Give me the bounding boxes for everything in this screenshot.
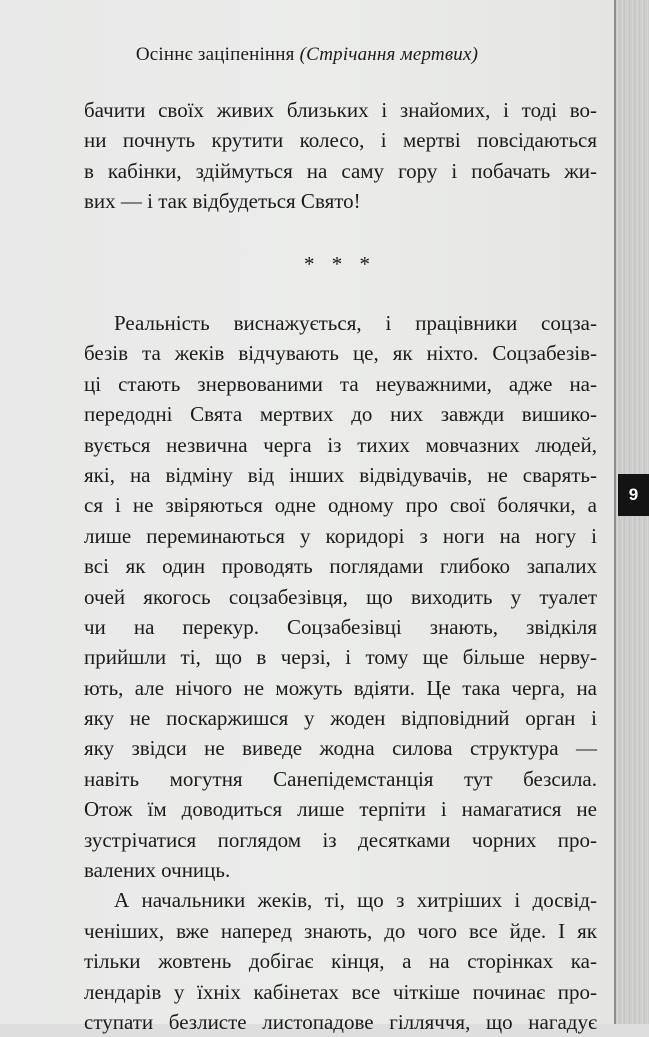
text-line: вих — і так відбудеться Свято! [84,189,361,214]
text-line: ни почнуть крутити колесо, і мертві повсідаються [84,128,597,153]
text-line: всі як один проводять поглядами глибоко запалих [84,554,597,579]
text-line: яку звідси не виведе жодна силова структура — [84,736,597,761]
text-line: валених очниць. [84,858,231,883]
running-head-subtitle: (Стрічання мертвих) [299,44,479,65]
section-separator: * * * [304,252,376,276]
text-line: лише переминаються у коридорі з ноги на ногу і [84,523,597,548]
text-line: очей якогось соцзабезівця, що виходить у туалет [84,584,597,609]
text-line: Реальність виснажується, і працівники соцза- [114,311,597,335]
paragraph-continued [84,95,597,217]
text-line: ся і не звіряються одне одному про свої болячки, а [84,493,597,518]
text-line: ченіших, вже наперед знають, до чого все йде. І як [84,918,597,943]
text-line: тільки жовтень добігає кінця, а на сторінках ка- [84,949,597,974]
text-line: А начальники жеків, ті, що з хитріших і досвід- [114,888,597,913]
text-line: прийшли ті, що в черзі, і тому ще більше нерву- [84,645,597,670]
text-line: лендарів у їхніх кабінетах все чіткіше починає про- [84,979,597,1004]
running-head-title: Осіннє заціпеніння [135,44,295,65]
chapter-thumb-tab [618,474,649,516]
text-line: навіть могутня Санепідемстанція тут безсила. [84,766,597,791]
text-line: бачити своїх живих близьких і знайомих, і тоді во- [84,98,597,122]
chapter-number: 9 [628,485,639,504]
text-line: яку не поскаржишся у жоден відповідний орган і [84,706,597,731]
text-line: ці стають знервованими та неуважними, адже на- [84,371,597,396]
text-line: ступати безлисте листопадове гілляччя, що нагадує [84,1009,597,1034]
text-line: які, на відміну від інших відвідувачів, не сварять- [84,462,597,487]
text-line: безів та жеків відчувають це, як ніхто. Соцзабезів- [84,341,597,366]
text-line: вується незвична черга із тихих мовчазних людей, [84,432,597,457]
text-line: Отож їм доводиться лише терпіти і намагатися не [84,797,597,822]
text-line: чи на перекур. Соцзабезівці знають, звідкіля [84,614,597,639]
text-line: передодні Свята мертвих до них завжди вишико- [84,402,597,427]
paragraph-main [84,308,597,1037]
text-line: ють, але нічого не можуть вдіяти. Це така черга, на [84,675,597,700]
text-line: в кабінки, здіймуться на саму гору і побачать жи- [84,158,597,183]
running-head [0,44,614,66]
text-line: зустрічатися поглядом із десятками чорних про- [84,827,597,852]
